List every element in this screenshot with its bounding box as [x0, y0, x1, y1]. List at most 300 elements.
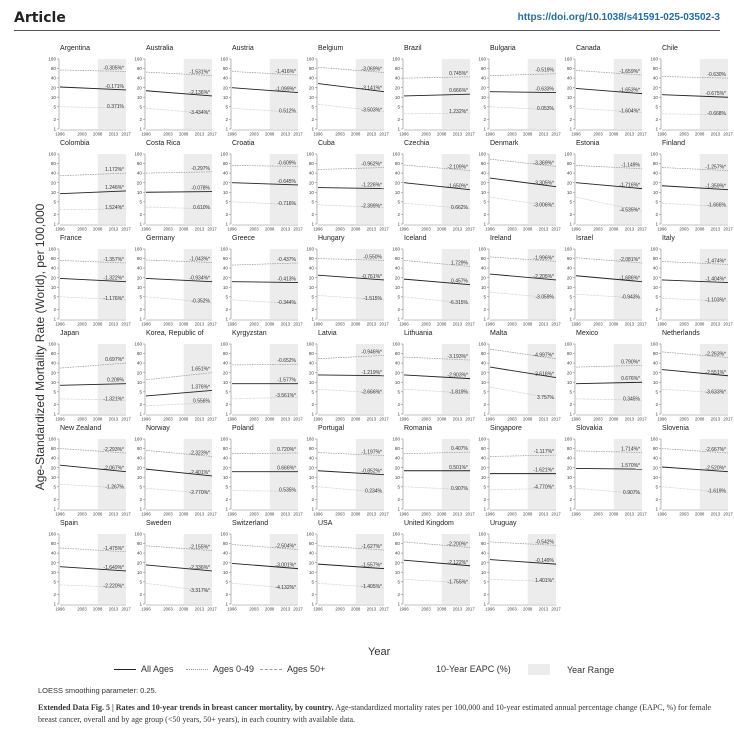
svg-text:1996: 1996	[313, 226, 323, 232]
svg-text:2017: 2017	[293, 321, 303, 327]
svg-text:2008: 2008	[179, 606, 189, 612]
svg-text:2013: 2013	[280, 511, 291, 517]
dotted-line-icon	[186, 669, 208, 670]
svg-text:20: 20	[222, 180, 228, 186]
svg-text:2017: 2017	[379, 511, 389, 517]
svg-text:2: 2	[483, 117, 486, 123]
svg-text:160: 160	[392, 436, 400, 442]
svg-text:2013: 2013	[538, 321, 549, 327]
svg-text:20: 20	[50, 370, 56, 376]
panel-title: Uruguay	[490, 520, 517, 527]
panel-title: Croatia	[232, 140, 255, 147]
panel-plot	[304, 521, 390, 616]
country-panel	[46, 46, 132, 141]
svg-text:0.053%: 0.053%	[537, 105, 554, 112]
panel-plot	[476, 236, 562, 331]
panel-title: Spain	[60, 520, 78, 527]
svg-text:-3.369%*: -3.369%*	[533, 160, 554, 167]
svg-text:-6.315%: -6.315%	[449, 299, 468, 306]
svg-text:1: 1	[397, 221, 400, 227]
panel-title: Argentina	[60, 45, 90, 52]
country-panel	[304, 331, 390, 426]
svg-text:5: 5	[53, 104, 56, 110]
svg-text:160: 160	[306, 531, 314, 537]
country-panel	[476, 236, 562, 331]
svg-text:-3.059%: -3.059%	[535, 294, 554, 301]
svg-text:10: 10	[652, 474, 658, 480]
svg-text:80: 80	[136, 66, 142, 72]
svg-text:10: 10	[566, 94, 572, 100]
svg-text:2003: 2003	[335, 131, 345, 137]
svg-text:160: 160	[220, 531, 228, 537]
svg-text:2008: 2008	[695, 511, 705, 517]
svg-text:-1.716%*: -1.716%*	[619, 182, 640, 189]
svg-text:2: 2	[311, 117, 314, 123]
svg-text:1996: 1996	[313, 511, 323, 517]
svg-text:160: 160	[220, 246, 228, 252]
svg-text:-1.604%*: -1.604%*	[619, 108, 640, 115]
svg-text:160: 160	[48, 531, 56, 537]
svg-text:2008: 2008	[179, 511, 189, 517]
svg-text:1: 1	[225, 411, 228, 417]
svg-text:1: 1	[53, 126, 56, 132]
svg-text:1996: 1996	[141, 606, 151, 612]
svg-text:2: 2	[397, 117, 400, 123]
svg-text:-2.666%*: -2.666%*	[361, 389, 382, 396]
svg-text:1: 1	[397, 411, 400, 417]
svg-text:40: 40	[50, 550, 56, 556]
svg-text:-2.504%*: -2.504%*	[275, 543, 296, 550]
svg-text:2: 2	[225, 212, 228, 218]
svg-text:2013: 2013	[366, 416, 377, 422]
svg-text:160: 160	[478, 151, 486, 157]
country-panel	[476, 521, 562, 616]
svg-text:40: 40	[136, 265, 142, 271]
svg-text:2008: 2008	[93, 226, 103, 232]
svg-text:2003: 2003	[163, 226, 173, 232]
svg-text:2017: 2017	[207, 226, 217, 232]
panel-title: Singapore	[490, 425, 522, 432]
panel-plot	[562, 141, 648, 236]
svg-text:40: 40	[394, 170, 400, 176]
country-panel	[218, 46, 304, 141]
svg-text:2: 2	[225, 497, 228, 503]
svg-text:-1.321%*: -1.321%*	[103, 396, 124, 403]
panel-plot	[218, 141, 304, 236]
svg-text:80: 80	[566, 66, 572, 72]
svg-text:-1.416%*: -1.416%*	[275, 69, 296, 76]
panel-title: Netherlands	[662, 330, 700, 337]
svg-text:1996: 1996	[571, 226, 581, 232]
svg-text:-0.352%: -0.352%	[191, 298, 210, 305]
svg-text:2: 2	[311, 402, 314, 408]
svg-text:80: 80	[566, 161, 572, 167]
svg-text:80: 80	[50, 66, 56, 72]
svg-text:2: 2	[53, 497, 56, 503]
svg-text:2017: 2017	[379, 321, 389, 327]
svg-text:2017: 2017	[207, 416, 217, 422]
svg-text:160: 160	[392, 341, 400, 347]
svg-text:-0.171%: -0.171%	[105, 83, 124, 90]
svg-text:1: 1	[569, 411, 572, 417]
svg-text:20: 20	[480, 85, 486, 91]
svg-text:80: 80	[480, 541, 486, 547]
svg-text:-3.317%*: -3.317%*	[189, 587, 210, 594]
svg-text:-2.155%*: -2.155%*	[189, 544, 210, 551]
svg-text:40: 40	[566, 360, 572, 366]
svg-text:10: 10	[50, 379, 56, 385]
svg-text:2017: 2017	[121, 511, 131, 517]
svg-text:1996: 1996	[141, 416, 151, 422]
svg-text:2008: 2008	[523, 416, 533, 422]
svg-text:10: 10	[222, 284, 228, 290]
svg-text:80: 80	[566, 351, 572, 357]
svg-text:10: 10	[480, 189, 486, 195]
svg-text:20: 20	[50, 180, 56, 186]
svg-text:-3.305%*: -3.305%*	[533, 180, 554, 187]
panel-plot	[218, 426, 304, 521]
svg-text:2013: 2013	[710, 226, 721, 232]
svg-text:1.376%*: 1.376%*	[191, 384, 210, 391]
svg-text:20: 20	[136, 465, 142, 471]
svg-text:80: 80	[394, 446, 400, 452]
svg-text:3.757%: 3.757%	[537, 394, 554, 401]
panel-title: United Kingdom	[404, 520, 454, 527]
svg-text:1: 1	[139, 126, 142, 132]
panel-plot	[648, 46, 734, 141]
panel-title: Australia	[146, 45, 174, 52]
svg-text:160: 160	[220, 151, 228, 157]
svg-text:1996: 1996	[227, 131, 237, 137]
svg-text:-1.405%*: -1.405%*	[361, 583, 382, 590]
svg-text:1: 1	[569, 316, 572, 322]
svg-text:2: 2	[569, 117, 572, 123]
shaded-box-icon	[528, 664, 550, 675]
svg-text:1.172%*: 1.172%*	[105, 167, 124, 174]
svg-text:-1.149%: -1.149%	[621, 162, 640, 169]
svg-text:80: 80	[652, 161, 658, 167]
svg-text:-1.359%*: -1.359%*	[705, 183, 726, 190]
svg-text:20: 20	[652, 180, 658, 186]
svg-text:2003: 2003	[77, 131, 87, 137]
svg-text:10: 10	[50, 94, 56, 100]
panel-plot	[304, 141, 390, 236]
svg-text:20: 20	[222, 370, 228, 376]
panel-title: Cuba	[318, 140, 335, 147]
svg-text:10: 10	[222, 189, 228, 195]
svg-text:20: 20	[566, 85, 572, 91]
svg-text:80: 80	[566, 256, 572, 262]
svg-text:-1.226%*: -1.226%*	[361, 182, 382, 189]
svg-text:1996: 1996	[485, 606, 495, 612]
svg-text:5: 5	[483, 199, 486, 205]
svg-text:1: 1	[655, 506, 658, 512]
svg-text:40: 40	[652, 455, 658, 461]
svg-text:160: 160	[564, 341, 572, 347]
svg-text:1996: 1996	[55, 321, 65, 327]
svg-text:2017: 2017	[207, 511, 217, 517]
svg-text:1: 1	[569, 221, 572, 227]
svg-text:0.209%: 0.209%	[107, 377, 124, 384]
section-title: Article	[14, 10, 66, 26]
svg-text:2017: 2017	[637, 416, 647, 422]
panel-title: Slovakia	[576, 425, 603, 432]
svg-text:2008: 2008	[523, 511, 533, 517]
svg-text:1.729%: 1.729%	[451, 260, 468, 267]
panel-title: Colombia	[60, 140, 90, 147]
svg-text:2013: 2013	[366, 131, 377, 137]
svg-text:40: 40	[308, 360, 314, 366]
svg-text:2003: 2003	[335, 606, 345, 612]
svg-text:80: 80	[50, 541, 56, 547]
panel-plot	[132, 46, 218, 141]
svg-text:20: 20	[136, 180, 142, 186]
svg-text:1: 1	[225, 601, 228, 607]
svg-text:20: 20	[308, 180, 314, 186]
svg-text:2013: 2013	[194, 226, 205, 232]
svg-text:10: 10	[394, 284, 400, 290]
svg-text:0.457%: 0.457%	[451, 278, 468, 285]
svg-text:40: 40	[308, 265, 314, 271]
svg-text:1: 1	[139, 316, 142, 322]
svg-text:80: 80	[394, 541, 400, 547]
svg-text:-0.633%: -0.633%	[535, 86, 554, 93]
svg-text:80: 80	[652, 446, 658, 452]
panel-plot	[390, 521, 476, 616]
svg-text:-0.542%: -0.542%	[535, 539, 554, 546]
svg-text:2013: 2013	[710, 416, 721, 422]
svg-text:40: 40	[394, 75, 400, 81]
svg-text:2017: 2017	[379, 131, 389, 137]
svg-text:2008: 2008	[609, 321, 619, 327]
svg-text:-0.413%: -0.413%	[277, 276, 296, 283]
svg-text:2008: 2008	[695, 226, 705, 232]
svg-text:2017: 2017	[465, 416, 475, 422]
panel-plot	[132, 331, 218, 426]
svg-text:2013: 2013	[280, 131, 291, 137]
svg-text:2017: 2017	[293, 606, 303, 612]
panel-title: Canada	[576, 45, 601, 52]
panel-plot	[476, 331, 562, 426]
svg-text:-0.437%: -0.437%	[277, 256, 296, 263]
svg-text:1: 1	[311, 601, 314, 607]
svg-text:2003: 2003	[163, 606, 173, 612]
svg-text:80: 80	[136, 351, 142, 357]
panel-title: Latvia	[318, 330, 337, 337]
svg-text:2: 2	[311, 592, 314, 598]
svg-text:160: 160	[392, 246, 400, 252]
svg-text:2008: 2008	[609, 226, 619, 232]
svg-text:20: 20	[394, 275, 400, 281]
svg-text:2017: 2017	[121, 416, 131, 422]
svg-text:0.535%: 0.535%	[279, 487, 296, 494]
svg-text:1: 1	[483, 506, 486, 512]
legend-label: 10-Year EAPC (%)	[436, 664, 511, 674]
svg-text:2017: 2017	[723, 226, 733, 232]
svg-text:20: 20	[136, 560, 142, 566]
svg-text:5: 5	[397, 579, 400, 585]
svg-text:-4.132%*: -4.132%*	[275, 584, 296, 591]
svg-text:2008: 2008	[179, 321, 189, 327]
panel-title: Estonia	[576, 140, 600, 147]
country-panel	[132, 521, 218, 616]
svg-text:2008: 2008	[437, 606, 447, 612]
svg-text:80: 80	[50, 351, 56, 357]
country-panel	[476, 426, 562, 521]
svg-text:2003: 2003	[249, 321, 259, 327]
svg-text:-1.649%*: -1.649%*	[103, 564, 124, 571]
svg-text:1: 1	[53, 221, 56, 227]
smoothing-note: LOESS smoothing parameter: 0.25.	[38, 686, 157, 695]
panel-plot	[390, 426, 476, 521]
svg-text:10: 10	[136, 379, 142, 385]
svg-text:1996: 1996	[399, 321, 409, 327]
svg-text:2008: 2008	[265, 416, 275, 422]
svg-text:2: 2	[569, 307, 572, 313]
svg-text:2008: 2008	[93, 606, 103, 612]
svg-text:10: 10	[394, 189, 400, 195]
svg-text:-0.943%: -0.943%	[621, 294, 640, 301]
panel-plot	[46, 236, 132, 331]
svg-text:-3.141%*: -3.141%*	[361, 85, 382, 92]
svg-text:40: 40	[566, 265, 572, 271]
svg-text:40: 40	[136, 455, 142, 461]
legend-label: Ages 50+	[287, 664, 326, 674]
svg-text:1996: 1996	[55, 131, 65, 137]
svg-text:2003: 2003	[593, 226, 603, 232]
svg-text:5: 5	[655, 104, 658, 110]
svg-text:160: 160	[478, 56, 486, 62]
svg-text:10: 10	[222, 474, 228, 480]
panel-title: Mexico	[576, 330, 599, 337]
svg-text:-2.136%*: -2.136%*	[189, 89, 210, 96]
svg-text:2013: 2013	[194, 321, 205, 327]
svg-text:80: 80	[136, 256, 142, 262]
legend-label: Year Range	[567, 664, 615, 675]
svg-text:2013: 2013	[194, 416, 205, 422]
svg-text:20: 20	[480, 560, 486, 566]
svg-text:2: 2	[655, 497, 658, 503]
svg-text:1: 1	[311, 506, 314, 512]
svg-text:1996: 1996	[657, 131, 667, 137]
country-panel	[304, 141, 390, 236]
svg-text:5: 5	[139, 389, 142, 395]
svg-text:1: 1	[655, 126, 658, 132]
svg-text:2: 2	[655, 402, 658, 408]
svg-text:1996: 1996	[399, 226, 409, 232]
svg-text:2: 2	[483, 592, 486, 598]
svg-text:10: 10	[480, 474, 486, 480]
svg-text:5: 5	[483, 104, 486, 110]
svg-text:0.501%*: 0.501%*	[449, 464, 468, 471]
svg-text:10: 10	[566, 284, 572, 290]
svg-text:1996: 1996	[571, 511, 581, 517]
svg-text:80: 80	[222, 541, 228, 547]
svg-text:-1.043%*: -1.043%*	[189, 256, 210, 263]
svg-text:5: 5	[483, 579, 486, 585]
svg-text:40: 40	[50, 170, 56, 176]
svg-text:2: 2	[483, 402, 486, 408]
svg-text:40: 40	[50, 455, 56, 461]
country-panel	[304, 46, 390, 141]
svg-text:160: 160	[134, 246, 142, 252]
svg-text:0.371%: 0.371%	[107, 103, 124, 110]
svg-text:-1.686%*: -1.686%*	[619, 275, 640, 282]
svg-text:160: 160	[48, 56, 56, 62]
svg-text:20: 20	[308, 85, 314, 91]
svg-text:-1.621%*: -1.621%*	[533, 467, 554, 474]
svg-text:2017: 2017	[379, 226, 389, 232]
svg-text:2003: 2003	[163, 511, 173, 517]
svg-text:40: 40	[222, 170, 228, 176]
svg-text:40: 40	[308, 75, 314, 81]
svg-text:0.556%: 0.556%	[193, 398, 210, 405]
svg-text:5: 5	[397, 484, 400, 490]
svg-text:2008: 2008	[93, 416, 103, 422]
svg-text:2003: 2003	[679, 321, 689, 327]
svg-text:5: 5	[139, 294, 142, 300]
svg-text:20: 20	[566, 180, 572, 186]
svg-text:160: 160	[650, 56, 658, 62]
panel-title: Ireland	[490, 235, 512, 242]
panel-plot	[390, 331, 476, 426]
svg-text:20: 20	[50, 465, 56, 471]
svg-text:5: 5	[53, 294, 56, 300]
svg-text:160: 160	[392, 151, 400, 157]
panel-title: Switzerland	[232, 520, 269, 527]
panel-plot	[304, 331, 390, 426]
svg-text:40: 40	[308, 170, 314, 176]
doi-link[interactable]: https://doi.org/10.1038/s41591-025-03502-3	[517, 12, 720, 23]
svg-text:5: 5	[139, 199, 142, 205]
svg-text:1996: 1996	[141, 226, 151, 232]
panel-title: Malta	[490, 330, 508, 337]
panel-title: Portugal	[318, 425, 345, 432]
svg-text:80: 80	[308, 256, 314, 262]
svg-text:10: 10	[394, 379, 400, 385]
svg-text:40: 40	[480, 75, 486, 81]
svg-text:5: 5	[311, 389, 314, 395]
svg-text:2003: 2003	[77, 226, 87, 232]
svg-text:2003: 2003	[421, 416, 431, 422]
svg-text:10: 10	[652, 284, 658, 290]
svg-text:-1.755%*: -1.755%*	[447, 579, 468, 586]
svg-text:2: 2	[655, 307, 658, 313]
svg-text:1.570%*: 1.570%*	[621, 463, 640, 470]
svg-text:2008: 2008	[523, 606, 533, 612]
svg-text:80: 80	[394, 256, 400, 262]
svg-text:10: 10	[50, 284, 56, 290]
svg-text:40: 40	[394, 455, 400, 461]
svg-text:1: 1	[53, 506, 56, 512]
svg-text:-0.305%*: -0.305%*	[103, 65, 124, 72]
svg-text:5: 5	[569, 389, 572, 395]
svg-text:-0.934%*: -0.934%*	[189, 275, 210, 282]
svg-text:160: 160	[478, 531, 486, 537]
panel-plot	[46, 331, 132, 426]
svg-text:2008: 2008	[265, 226, 275, 232]
country-panel	[648, 331, 734, 426]
svg-text:2: 2	[483, 497, 486, 503]
svg-text:10: 10	[652, 379, 658, 385]
svg-text:40: 40	[480, 360, 486, 366]
svg-text:1.651%*: 1.651%*	[191, 366, 210, 373]
svg-text:160: 160	[306, 246, 314, 252]
svg-text:5: 5	[569, 484, 572, 490]
svg-text:2017: 2017	[121, 321, 131, 327]
country-panel	[562, 426, 648, 521]
svg-text:2003: 2003	[679, 511, 689, 517]
